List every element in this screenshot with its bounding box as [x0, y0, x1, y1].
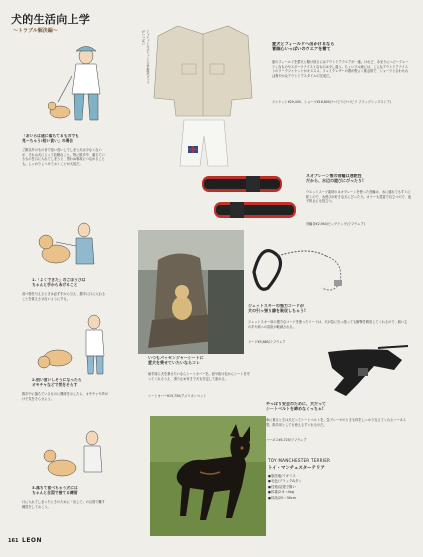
illustration-dog-release — [36, 426, 110, 486]
dog-name-jp: トイ・マンチェスターテリア — [268, 466, 325, 471]
jacket-body: 夏のフィールドを愛犬と駆け回るにはアウトドアウエアが一番。けれど、あまりにヘビーデューティなものやスポーツテイストなものは少し違う。ちょいワル流には、こんなアウトドアテイストのワークジャケットがオススメ。フェイクレザーの襟が程よく都会的で、ショーツと合わせれば爽やかなアウトドアスタイルの完成だ。 — [272, 60, 409, 78]
dog-spec-item: ●体高/25〜30cm — [268, 495, 297, 500]
harness-photo — [318, 344, 410, 402]
collar-heading: ネオプレーン製の首輪は速乾性 だから、水辺の遊びにぴったり! — [306, 174, 364, 183]
intro-heading: 「おいらは道に落ちてるものでも 見〜ちゃう!拾い食い」の場合 — [22, 134, 79, 143]
jacket-heading: 愛犬とフィールドへ出かけるなら 冒険心いっぱいのウエアを着て — [272, 42, 335, 51]
seat-heading: いつもパッセンジャーシートに 愛犬を乗せていたいならコレ — [148, 356, 204, 365]
harness-credit: ハーネス¥4,725/ラフウェア — [266, 438, 307, 442]
seat-credit: シートカバー¥15,750/アメリカンペット — [148, 394, 207, 398]
dog-spec-list — [268, 474, 408, 501]
page-number: 161 — [8, 538, 19, 544]
leash-credit: リード¥5,880/ラフウェア — [248, 340, 286, 344]
step3-body: 口に入れてしまったときのために「出して」の合図で離す練習をしておこう。 — [22, 500, 105, 509]
step2-body: 散歩中に落ちているものに興味を示したら、オモチャや声がけで気をそらせよう。 — [22, 392, 108, 401]
dog-spec-item: ●毛色/ブラック&タン — [268, 479, 302, 484]
dog-spec-item: ●原産地/イギリス — [268, 474, 296, 478]
illustration-man-walking-dog — [48, 42, 112, 130]
step1-body: 食べ物を与えるときは必ず手から与え、勝手に口に入れることを覚えさせないようにする。 — [22, 292, 106, 301]
magazine-name: LEON — [22, 537, 43, 544]
harness-heading: やっぱり安全のために、犬だって シートベルトを締めなくっちゃ! — [266, 402, 326, 411]
dog-spec-item: ●体重/2.5〜4kg — [268, 490, 294, 495]
intro-body: ご飯以外のものまで拾い食いしてしまう犬は少なくないが、それは犬にとって危険なこと。特に散歩中、落ちているものを口に入れてしまうと、思わぬ事故につながることも。しっかりしつけておくことが大切だ。 — [22, 148, 105, 166]
toy-manchester-terrier-photo — [150, 416, 266, 536]
jacket-shorts-photo — [148, 20, 258, 170]
article-subtitle: 〜トラブル解決編〜 — [13, 28, 58, 34]
jacket-credit: ジャケット¥29,400、ショーツ¥16,800/ナパピリ(ナパピリ フラッグシップストア) — [272, 100, 392, 104]
leash-body: ジェットスキー用の強力なコードを使ったリードは、犬が急に引っ張っても衝撃を吸収してくれるので、飼い主の手や肩への負担が軽減される。 — [248, 320, 408, 329]
collar-photo — [196, 172, 300, 224]
jacket-pocket-caption: ジャケットのポケットにはお散歩グッズがいっぱい — [141, 30, 150, 84]
collar-credit: 首輪各¥2,940/ビッグドッグ(ラフウェア) — [306, 222, 365, 226]
leash-photo — [248, 232, 354, 304]
dog-name-en: TOY MANCHESTER TERRIER — [268, 458, 331, 463]
collar-body: ウエットスーツ素材のネオプレーンを使った首輪は、水に濡れてもすぐに乾くので、水遊びが好きな犬にぴったり。カラーも豊富で目立つので、迷子防止にも役立つ。 — [306, 190, 412, 204]
step3-heading: 3.落ちて食べちゃう犬には ちゃんと合図で捨てる練習 — [32, 486, 78, 495]
step1-heading: 1.「よくできた」のごほうびは ちゃんと手からあげること — [32, 278, 86, 287]
step2-heading: 2.拾い食いしそうになったら オモチャなどで気をそらす — [32, 378, 82, 387]
leash-heading: ジェットスキーの強力コードが 犬の引っ張り癖を吸収しちゃう! — [248, 304, 306, 313]
article-title: 犬的生活向上学 — [11, 13, 91, 26]
illustration-dog-sniffing — [36, 312, 110, 376]
harness-body: 車に乗るときは犬だってシートベルトを。急ブレーキのときも体をしっかり支えてくれるハーネス型。散歩用としても使えるすぐれものだ。 — [266, 418, 406, 427]
car-seat-photo — [138, 230, 244, 354]
dog-spec-item: ●性格/活発で賢い — [268, 484, 296, 489]
illustration-hand-feeding-dog — [32, 208, 102, 278]
seat-body: 助手席に犬を乗せたいならシートカバーを。泥や抜け毛からシートを守ってくれるうえ、滑り止め付きで犬も安定して座れる。 — [148, 372, 250, 381]
